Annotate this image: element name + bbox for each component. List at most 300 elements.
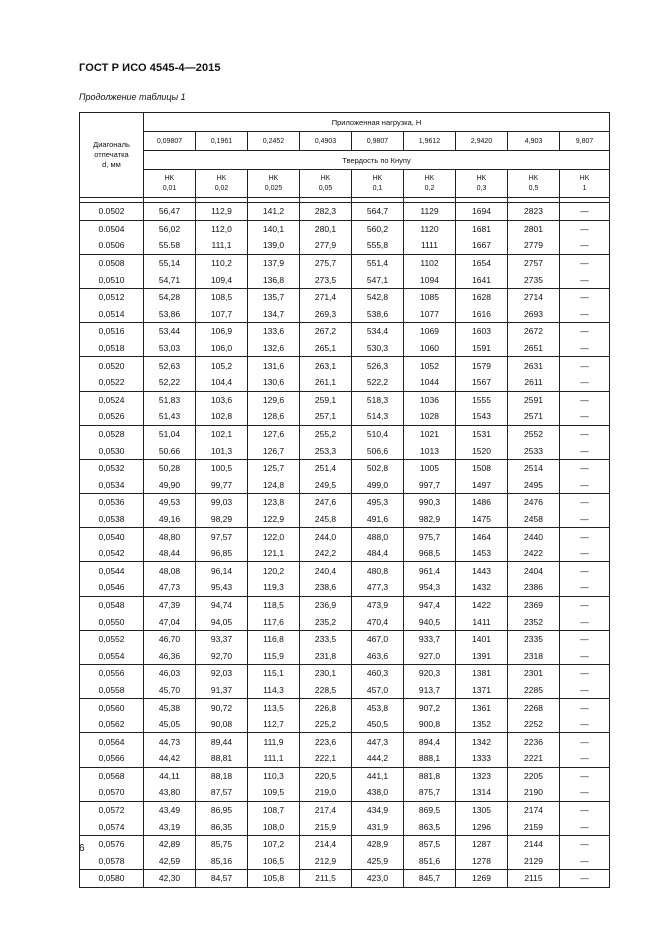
hardness-cell: 564,7 <box>352 203 404 221</box>
hardness-cell: 238,6 <box>300 579 352 596</box>
hardness-cell: 1497 <box>456 477 508 494</box>
hardness-cell: 134,7 <box>248 306 300 323</box>
hardness-cell: 1391 <box>456 647 508 664</box>
hardness-cell: 265,1 <box>300 340 352 357</box>
hardness-cell: 47,04 <box>144 613 196 630</box>
hardness-cell: 2190 <box>508 784 560 801</box>
hardness-cell: 236,9 <box>300 596 352 613</box>
hardness-cell: 863,5 <box>404 818 456 835</box>
diagonal-cell: 0,0562 <box>80 716 144 733</box>
hardness-cell: 115,1 <box>248 665 300 682</box>
hardness-cell: 53,03 <box>144 340 196 357</box>
hardness-cell: 257,1 <box>300 408 352 425</box>
scale-symbol: HK <box>320 174 331 182</box>
hardness-cell: 997,7 <box>404 477 456 494</box>
hardness-cell: — <box>560 767 610 784</box>
scale-symbol: HK <box>476 174 487 182</box>
table-row <box>80 545 610 562</box>
hardness-cell: 1579 <box>456 357 508 374</box>
table-row <box>80 442 610 459</box>
hardness-cell: 214,4 <box>300 835 352 852</box>
hardness-cell: 518,3 <box>352 391 404 408</box>
hardness-scale <box>196 170 248 198</box>
hardness-cell: 106,0 <box>196 340 248 357</box>
hardness-cell: 1371 <box>456 682 508 699</box>
table-row <box>80 306 610 323</box>
hardness-cell: — <box>560 699 610 716</box>
diagonal-cell: 0,0528 <box>80 425 144 442</box>
hardness-cell: 510,4 <box>352 425 404 442</box>
table-row <box>80 271 610 288</box>
hardness-cell: 48,44 <box>144 545 196 562</box>
load-value: 4,903 <box>508 132 560 151</box>
scale-load: 0,1 <box>372 184 383 192</box>
hardness-cell: 249,5 <box>300 477 352 494</box>
hardness-cell: 431,9 <box>352 818 404 835</box>
hardness-cell: — <box>560 818 610 835</box>
hardness-cell: 111,9 <box>248 733 300 750</box>
diagonal-cell: 0,0550 <box>80 613 144 630</box>
hardness-cell: 913,7 <box>404 682 456 699</box>
load-value: 0,09807 <box>144 132 196 151</box>
hardness-cell: 2757 <box>508 254 560 271</box>
table-body <box>80 203 610 888</box>
diagonal-cell: 0,0544 <box>80 562 144 579</box>
diagonal-cell: 0,0518 <box>80 340 144 357</box>
diagonal-cell: 0,0564 <box>80 733 144 750</box>
hardness-cell: 1616 <box>456 306 508 323</box>
hardness-cell: 1060 <box>404 340 456 357</box>
hardness-cell: 2571 <box>508 408 560 425</box>
hardness-cell: 42,30 <box>144 870 196 888</box>
hardness-cell: 1085 <box>404 288 456 305</box>
load-value: 0,4903 <box>300 132 352 151</box>
hardness-cell: 84,57 <box>196 870 248 888</box>
diagonal-cell: 0,0548 <box>80 596 144 613</box>
hardness-cell: 110,2 <box>196 254 248 271</box>
hardness-cell: 114,3 <box>248 682 300 699</box>
hardness-cell: — <box>560 459 610 476</box>
hardness-cell: — <box>560 545 610 562</box>
hardness-cell: 477,3 <box>352 579 404 596</box>
table-row <box>80 801 610 818</box>
table-row <box>80 750 610 767</box>
table-row <box>80 562 610 579</box>
hardness-cell: 97,57 <box>196 528 248 545</box>
hardness-cell: 98,29 <box>196 511 248 528</box>
hardness-header: Твердость по Кнупу <box>144 151 610 170</box>
hardness-cell: 1508 <box>456 459 508 476</box>
hardness-cell: — <box>560 613 610 630</box>
hardness-cell: 46,03 <box>144 665 196 682</box>
table-row <box>80 613 610 630</box>
scale-load: 0,3 <box>476 184 487 192</box>
hardness-cell: 53,86 <box>144 306 196 323</box>
document-title: ГОСТ Р ИСО 4545-4—2015 <box>79 62 221 74</box>
diagonal-cell: 0,0560 <box>80 699 144 716</box>
table-row <box>80 767 610 784</box>
hardness-cell: 1120 <box>404 220 456 237</box>
hardness-cell: 2404 <box>508 562 560 579</box>
table-row <box>80 699 610 716</box>
hardness-cell: 225,2 <box>300 716 352 733</box>
hardness-cell: 2495 <box>508 477 560 494</box>
diagonal-cell: 0,0554 <box>80 647 144 664</box>
page-number: 6 <box>79 843 85 854</box>
hardness-cell: 954,3 <box>404 579 456 596</box>
hardness-cell: 894,4 <box>404 733 456 750</box>
hardness-cell: 44,42 <box>144 750 196 767</box>
hardness-cell: 888,1 <box>404 750 456 767</box>
hardness-cell: 228,5 <box>300 682 352 699</box>
hardness-cell: 112,0 <box>196 220 248 237</box>
hardness-cell: 1287 <box>456 835 508 852</box>
table-row <box>80 596 610 613</box>
hardness-cell: 230,1 <box>300 665 352 682</box>
hardness-cell: 434,9 <box>352 801 404 818</box>
hardness-cell: 86,35 <box>196 818 248 835</box>
hardness-cell: 920,3 <box>404 665 456 682</box>
diagonal-cell: 0.0508 <box>80 254 144 271</box>
hardness-cell: 87,57 <box>196 784 248 801</box>
hardness-cell: 136,8 <box>248 271 300 288</box>
hardness-cell: 116,8 <box>248 630 300 647</box>
scale-symbol: HK <box>164 174 175 182</box>
hardness-cell: — <box>560 733 610 750</box>
diagonal-cell: 0.0506 <box>80 237 144 254</box>
hardness-cell: 1044 <box>404 374 456 391</box>
hardness-cell: 105,2 <box>196 357 248 374</box>
table-row <box>80 853 610 870</box>
hardness-scale <box>248 170 300 198</box>
hardness-cell: 42,59 <box>144 853 196 870</box>
hardness-cell: 2221 <box>508 750 560 767</box>
hardness-cell: 212,9 <box>300 853 352 870</box>
hardness-scale <box>300 170 352 198</box>
load-value: 0,2452 <box>248 132 300 151</box>
hardness-cell: 1694 <box>456 203 508 221</box>
table-row <box>80 733 610 750</box>
diagonal-cell: 0,0572 <box>80 801 144 818</box>
hardness-cell: 1443 <box>456 562 508 579</box>
hardness-scale <box>144 170 196 198</box>
table-row <box>80 511 610 528</box>
load-header: Приложенная нагрузка, Н <box>144 113 610 132</box>
hardness-cell: 267,2 <box>300 323 352 340</box>
hardness-cell: 139,0 <box>248 237 300 254</box>
diagonal-cell: 0.0520 <box>80 357 144 374</box>
hardness-cell: 1111 <box>404 237 456 254</box>
hardness-cell: 2115 <box>508 870 560 888</box>
hardness-cell: 522,2 <box>352 374 404 391</box>
hardness-cell: 47,73 <box>144 579 196 596</box>
hardness-cell: 851,6 <box>404 853 456 870</box>
hardness-cell: 247,6 <box>300 494 352 511</box>
hardness-cell: 425,9 <box>352 853 404 870</box>
hardness-cell: 1361 <box>456 699 508 716</box>
hardness-cell: — <box>560 391 610 408</box>
hardness-cell: 444,2 <box>352 750 404 767</box>
hardness-cell: 52,22 <box>144 374 196 391</box>
hardness-cell: 132,6 <box>248 340 300 357</box>
hardness-cell: 220,5 <box>300 767 352 784</box>
table-row <box>80 477 610 494</box>
hardness-cell: 488,0 <box>352 528 404 545</box>
table-row <box>80 818 610 835</box>
hardness-cell: 131,6 <box>248 357 300 374</box>
hardness-cell: 1432 <box>456 579 508 596</box>
hardness-cell: 261,1 <box>300 374 352 391</box>
diagonal-cell: 0,0576 <box>80 835 144 852</box>
hardness-cell: 2735 <box>508 271 560 288</box>
table-row <box>80 630 610 647</box>
hardness-cell: 869,5 <box>404 801 456 818</box>
hardness-cell: 85,16 <box>196 853 248 870</box>
hardness-cell: 2693 <box>508 306 560 323</box>
hardness-cell: 547,1 <box>352 271 404 288</box>
hardness-cell: — <box>560 271 610 288</box>
hardness-cell: 43,19 <box>144 818 196 835</box>
hardness-cell: 534,4 <box>352 323 404 340</box>
hardness-cell: 140,1 <box>248 220 300 237</box>
hardness-cell: 92,70 <box>196 647 248 664</box>
hardness-cell: 128,6 <box>248 408 300 425</box>
hardness-cell: 106,5 <box>248 853 300 870</box>
hardness-cell: 900,8 <box>404 716 456 733</box>
table-row <box>80 254 610 271</box>
table-row <box>80 425 610 442</box>
table-row <box>80 459 610 476</box>
scale-symbol: HK <box>372 174 383 182</box>
hardness-cell: 88,81 <box>196 750 248 767</box>
hardness-cell: 968,5 <box>404 545 456 562</box>
hardness-cell: 1102 <box>404 254 456 271</box>
hardness-cell: 226,8 <box>300 699 352 716</box>
hardness-cell: 110,3 <box>248 767 300 784</box>
hardness-cell: 235,2 <box>300 613 352 630</box>
corner-line-1: Диагональ <box>93 140 130 149</box>
hardness-scale <box>560 170 610 198</box>
hardness-cell: 255,2 <box>300 425 352 442</box>
diagonal-column-header <box>80 113 144 198</box>
hardness-cell: 1314 <box>456 784 508 801</box>
table-row <box>80 288 610 305</box>
hardness-cell: 2236 <box>508 733 560 750</box>
hardness-cell: 108,0 <box>248 818 300 835</box>
diagonal-cell: 0,0568 <box>80 767 144 784</box>
table-continuation-note: Продолжение таблицы 1 <box>79 92 186 102</box>
diagonal-cell: 0.0502 <box>80 203 144 221</box>
hardness-cell: 1036 <box>404 391 456 408</box>
scale-load: 1 <box>582 184 587 192</box>
hardness-cell: 441,1 <box>352 767 404 784</box>
hardness-cell: 273,5 <box>300 271 352 288</box>
hardness-cell: — <box>560 477 610 494</box>
load-value: 2,9420 <box>456 132 508 151</box>
hardness-table <box>79 112 610 888</box>
hardness-cell: 2514 <box>508 459 560 476</box>
hardness-cell: 538,6 <box>352 306 404 323</box>
hardness-cell: — <box>560 665 610 682</box>
hardness-cell: 2552 <box>508 425 560 442</box>
table-row <box>80 203 610 221</box>
hardness-cell: 94,74 <box>196 596 248 613</box>
table-row <box>80 665 610 682</box>
hardness-cell: 117,6 <box>248 613 300 630</box>
hardness-cell: 95,43 <box>196 579 248 596</box>
hardness-cell: 2335 <box>508 630 560 647</box>
hardness-cell: — <box>560 220 610 237</box>
hardness-cell: 1464 <box>456 528 508 545</box>
table-row <box>80 494 610 511</box>
hardness-cell: 124,8 <box>248 477 300 494</box>
hardness-cell: 2352 <box>508 613 560 630</box>
hardness-cell: 269,3 <box>300 306 352 323</box>
hardness-cell: 259,1 <box>300 391 352 408</box>
hardness-cell: 129,6 <box>248 391 300 408</box>
table-row <box>80 237 610 254</box>
hardness-cell: 49,90 <box>144 477 196 494</box>
table-row <box>80 528 610 545</box>
hardness-cell: 244,0 <box>300 528 352 545</box>
diagonal-cell: 0,0514 <box>80 306 144 323</box>
hardness-cell: 90,72 <box>196 699 248 716</box>
hardness-cell: 141,2 <box>248 203 300 221</box>
corner-line-2: отпечатка <box>94 150 129 159</box>
hardness-cell: 111,1 <box>196 237 248 254</box>
diagonal-cell: 0,0512 <box>80 288 144 305</box>
hardness-cell: 438,0 <box>352 784 404 801</box>
hardness-cell: 222,1 <box>300 750 352 767</box>
scale-load: 0,5 <box>528 184 539 192</box>
hardness-cell: 2458 <box>508 511 560 528</box>
hardness-cell: — <box>560 835 610 852</box>
hardness-cell: 108,5 <box>196 288 248 305</box>
hardness-cell: — <box>560 357 610 374</box>
hardness-cell: 50,28 <box>144 459 196 476</box>
scale-load: 0,02 <box>214 184 229 192</box>
diagonal-cell: 0,0538 <box>80 511 144 528</box>
hardness-cell: 96,14 <box>196 562 248 579</box>
hardness-cell: 453,8 <box>352 699 404 716</box>
hardness-cell: 113,5 <box>248 699 300 716</box>
hardness-cell: 2591 <box>508 391 560 408</box>
hardness-cell: — <box>560 374 610 391</box>
hardness-cell: 85,75 <box>196 835 248 852</box>
diagonal-cell: 0,0578 <box>80 853 144 870</box>
hardness-cell: 467,0 <box>352 630 404 647</box>
hardness-cell: 428,9 <box>352 835 404 852</box>
hardness-cell: — <box>560 442 610 459</box>
hardness-cell: 551,4 <box>352 254 404 271</box>
diagonal-cell: 0,0524 <box>80 391 144 408</box>
hardness-cell: 1422 <box>456 596 508 613</box>
hardness-cell: 1567 <box>456 374 508 391</box>
hardness-cell: — <box>560 494 610 511</box>
hardness-cell: 947,4 <box>404 596 456 613</box>
scale-load: 0,05 <box>318 184 333 192</box>
hardness-cell: 135,7 <box>248 288 300 305</box>
hardness-cell: 473,9 <box>352 596 404 613</box>
hardness-cell: 1486 <box>456 494 508 511</box>
hardness-cell: — <box>560 853 610 870</box>
hardness-cell: 460,3 <box>352 665 404 682</box>
diagonal-cell: 0,0510 <box>80 271 144 288</box>
hardness-cell: — <box>560 579 610 596</box>
scale-load: 0,01 <box>162 184 177 192</box>
diagonal-cell: 0,0570 <box>80 784 144 801</box>
hardness-cell: — <box>560 562 610 579</box>
hardness-cell: 1520 <box>456 442 508 459</box>
hardness-cell: 1591 <box>456 340 508 357</box>
hardness-cell: 542,8 <box>352 288 404 305</box>
scale-load: 0,2 <box>424 184 435 192</box>
hardness-cell: 107,7 <box>196 306 248 323</box>
diagonal-cell: 0,0526 <box>80 408 144 425</box>
load-value: 1,9612 <box>404 132 456 151</box>
hardness-cell: 1323 <box>456 767 508 784</box>
diagonal-cell: 0,0530 <box>80 442 144 459</box>
hardness-cell: 1654 <box>456 254 508 271</box>
hardness-cell: 450,5 <box>352 716 404 733</box>
hardness-cell: 112,9 <box>196 203 248 221</box>
hardness-cell: 463,6 <box>352 647 404 664</box>
hardness-cell: 423,0 <box>352 870 404 888</box>
hardness-cell: 990,3 <box>404 494 456 511</box>
hardness-cell: 1129 <box>404 203 456 221</box>
hardness-cell: 90,08 <box>196 716 248 733</box>
hardness-cell: 49,53 <box>144 494 196 511</box>
hardness-cell: 2422 <box>508 545 560 562</box>
diagonal-cell: 0,0546 <box>80 579 144 596</box>
table-row <box>80 716 610 733</box>
table-row <box>80 870 610 888</box>
hardness-cell: 457,0 <box>352 682 404 699</box>
hardness-cell: 137,9 <box>248 254 300 271</box>
hardness-cell: 933,7 <box>404 630 456 647</box>
hardness-cell: 875,7 <box>404 784 456 801</box>
diagonal-cell: 0,0516 <box>80 323 144 340</box>
hardness-cell: — <box>560 784 610 801</box>
hardness-cell: 103,6 <box>196 391 248 408</box>
hardness-cell: 55,14 <box>144 254 196 271</box>
hardness-cell: 112,7 <box>248 716 300 733</box>
hardness-cell: 91,37 <box>196 682 248 699</box>
hardness-cell: 253,3 <box>300 442 352 459</box>
table-row <box>80 220 610 237</box>
hardness-cell: — <box>560 647 610 664</box>
hardness-cell: 45,70 <box>144 682 196 699</box>
hardness-cell: 51,04 <box>144 425 196 442</box>
hardness-cell: — <box>560 682 610 699</box>
hardness-cell: 106,9 <box>196 323 248 340</box>
diagonal-cell: 0,0574 <box>80 818 144 835</box>
hardness-cell: 55.58 <box>144 237 196 254</box>
diagonal-cell: 0,0566 <box>80 750 144 767</box>
table-row <box>80 323 610 340</box>
hardness-cell: 1667 <box>456 237 508 254</box>
scale-symbol: HK <box>528 174 539 182</box>
hardness-cell: 111,1 <box>248 750 300 767</box>
hardness-cell: 506,6 <box>352 442 404 459</box>
hardness-cell: 94,05 <box>196 613 248 630</box>
hardness-cell: 51,43 <box>144 408 196 425</box>
hardness-cell: 46,70 <box>144 630 196 647</box>
load-value: 0,9807 <box>352 132 404 151</box>
hardness-cell: 2285 <box>508 682 560 699</box>
scale-symbol: HK <box>216 174 227 182</box>
hardness-cell: — <box>560 288 610 305</box>
